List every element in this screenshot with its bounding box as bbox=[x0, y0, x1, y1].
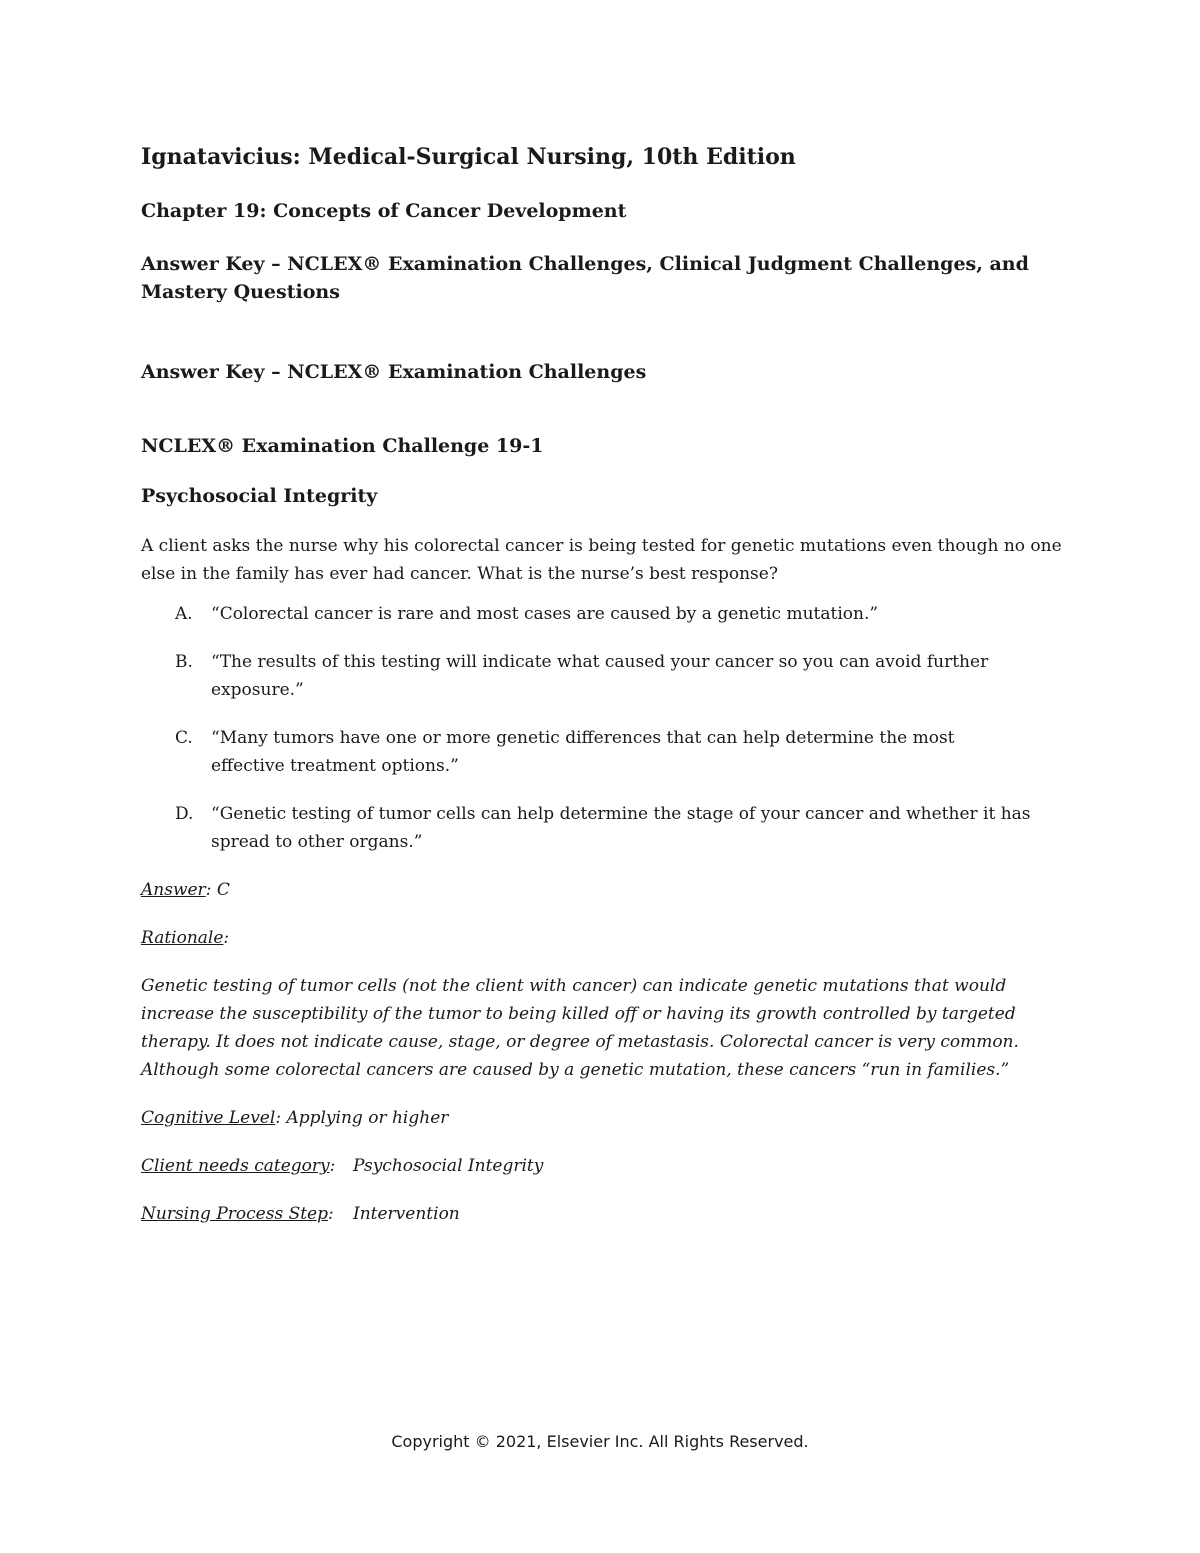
option-text: “Colorectal cancer is rare and most cases are caused by a genetic mutation.” bbox=[211, 604, 879, 624]
client-needs-label: Client needs category bbox=[141, 1156, 330, 1176]
challenge-category: Psychosocial Integrity bbox=[141, 485, 378, 507]
option-letter: A. bbox=[175, 604, 193, 624]
section-heading: Answer Key – NCLEX® Examination Challenges bbox=[141, 361, 647, 383]
nursing-process-value: Intervention bbox=[353, 1204, 460, 1224]
rationale-text: Genetic testing of tumor cells (not the client with cancer) can indicate genetic mutations that would increase the susceptibility of the tumor to being killed off or having its growth controlled by targeted therapy. It does not indicate cause, stage, or degree of metastasis. Colorectal cancer is very common. Although some colorectal cancers are caused by a genetic mutation, these cancers “run in families.” bbox=[141, 976, 1019, 1080]
question-text: A client asks the nurse why his colorectal cancer is being tested for genetic mutations even though no one else in the family has ever had cancer. What is the nurse’s best response? bbox=[141, 536, 1062, 584]
answer-key-heading: Answer Key – NCLEX® Examination Challenges, Clinical Judgment Challenges, and Mastery Questions bbox=[141, 253, 1029, 303]
option-letter: C. bbox=[175, 728, 193, 748]
option-letter: D. bbox=[175, 804, 194, 824]
option-text: “Many tumors have one or more genetic differences that can help determine the most effective treatment options.” bbox=[211, 728, 955, 776]
copyright-footer: Copyright © 2021, Elsevier Inc. All Rights Reserved. bbox=[391, 1432, 809, 1451]
chapter-title: Chapter 19: Concepts of Cancer Development bbox=[141, 200, 627, 222]
option-text: “The results of this testing will indicate what caused your cancer so you can avoid further exposure.” bbox=[211, 652, 989, 700]
option-c bbox=[141, 724, 1071, 780]
cognitive-level-label: Cognitive Level bbox=[141, 1108, 276, 1128]
client-needs-row bbox=[141, 1152, 1071, 1180]
option-b bbox=[141, 648, 1071, 704]
client-needs-value: Psychosocial Integrity bbox=[353, 1156, 544, 1176]
challenge-title: NCLEX® Examination Challenge 19-1 bbox=[141, 435, 544, 457]
option-letter: B. bbox=[175, 652, 193, 672]
option-a bbox=[141, 600, 1071, 628]
document-page bbox=[141, 142, 1071, 1248]
answer-label: Answer bbox=[141, 880, 206, 900]
cognitive-level-value: Applying or higher bbox=[286, 1108, 449, 1128]
answer-options bbox=[141, 600, 1071, 856]
nursing-process-label: Nursing Process Step bbox=[141, 1204, 328, 1224]
rationale-line: Rationale: bbox=[141, 928, 230, 948]
answer-value: C bbox=[216, 880, 230, 900]
option-d bbox=[141, 800, 1071, 856]
client-needs-label-wrap: Client needs category: bbox=[141, 1156, 336, 1176]
answer-line: Answer: C bbox=[141, 880, 230, 900]
nursing-process-row bbox=[141, 1200, 1071, 1228]
option-text: “Genetic testing of tumor cells can help determine the stage of your cancer and whether it has spread to other organs.” bbox=[211, 804, 1031, 852]
cognitive-level-line: Cognitive Level: Applying or higher bbox=[141, 1108, 449, 1128]
book-title: Ignatavicius: Medical-Surgical Nursing, 10th Edition bbox=[141, 144, 796, 170]
nursing-process-label-wrap: Nursing Process Step: bbox=[141, 1204, 334, 1224]
rationale-label: Rationale bbox=[141, 928, 224, 948]
